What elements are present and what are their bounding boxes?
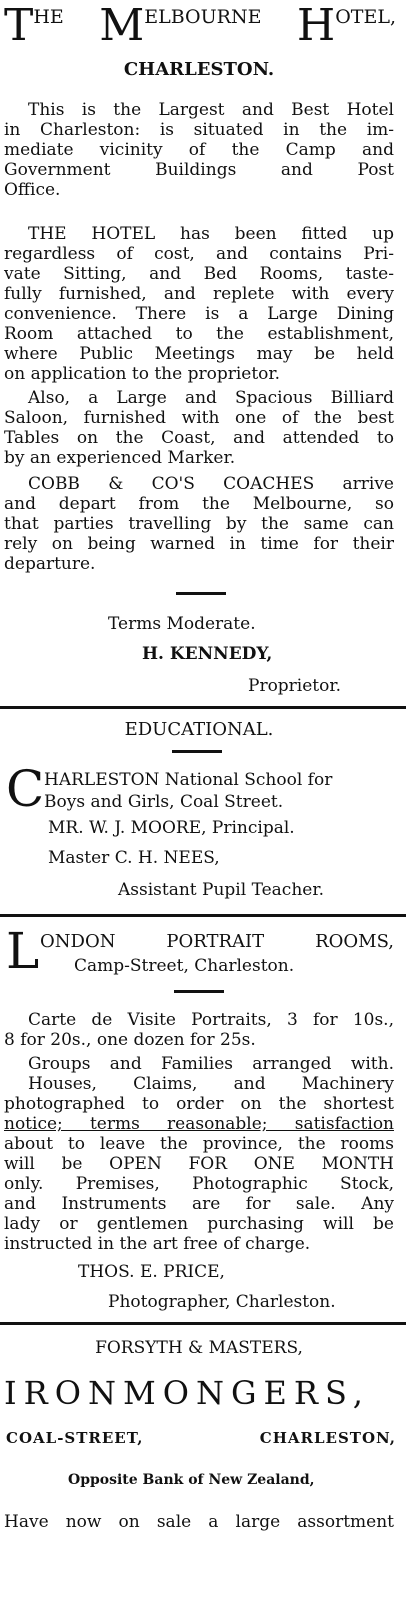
ad-separator	[0, 914, 406, 917]
ironmonger-street: COAL-STREET,	[6, 1429, 144, 1447]
portrait-drop-cap: L	[6, 922, 40, 980]
short-divider	[172, 750, 222, 753]
short-divider	[174, 990, 224, 993]
school-principal: MR. W. J. MOORE, Principal.	[48, 818, 295, 838]
portrait-address: Camp-Street, Charleston.	[74, 956, 295, 976]
school-teacher-name: Master C. H. NEES,	[48, 848, 220, 868]
ironmonger-town: CHARLESTON,	[259, 1429, 396, 1447]
portrait-photographer-title: Photographer, Charleston.	[108, 1292, 336, 1312]
school-name: HARLESTON National School for	[44, 770, 333, 790]
short-divider	[176, 592, 226, 595]
masthead-word-the: THE	[4, 0, 64, 51]
school-drop-cap: C	[6, 760, 45, 818]
hotel-masthead	[4, 0, 396, 51]
hotel-proprietor-title: Proprietor.	[248, 676, 342, 696]
ad-separator	[0, 1322, 406, 1325]
school-teacher-role: Assistant Pupil Teacher.	[118, 880, 324, 900]
ad-separator	[0, 706, 406, 709]
ironmonger-trade: IRONMONGERS,	[4, 1374, 370, 1412]
hotel-terms: Terms Moderate.	[108, 614, 256, 634]
ironmonger-firm: FORSYTH & MASTERS,	[95, 1338, 303, 1358]
educational-heading: EDUCATIONAL.	[124, 719, 274, 740]
school-address: Boys and Girls, Coal Street.	[44, 792, 284, 812]
hotel-subtitle: CHARLESTON.	[123, 59, 275, 80]
newspaper-column: THE MELBOURNE HOTEL, CHARLESTON. This is the Largest and Best Hotel in Charleston: is situated in the im- mediate vicinity of the Camp and Government Buildings and Post Office. THE HOTEL has been fitted up regardless of cost, and contains Pri- vate Sitting, and Bed Rooms, taste- fully furnished, and replete with every convenience. There is a Large Dining Room attached to the establishment, where Public Meetings may be held on application to the proprietor. Also, a Large and Spacious Billiard Saloon, furnished with one of the best Tables on the Coast, and attended to by an experienced Marker. COBB & CO'S COACHES arrive and depart from the Melbourne, so that parties travelling by the same can rely on being warned in time for their departure. Terms Moderate. H. KENNEDY, Proprietor. EDUCATIONAL. C HARLESTON National School for Boys and Girls, Coal Street. MR. W. J. MOORE, Principal. Master C. H. NEES, Assistant Pupil Teacher. L ONDON PORTRAIT ROOMS, Camp-Street, Charleston. Carte de Visite Portraits, 3 for 10s., 8 for 20s., one dozen for 25s. Groups and Families arranged with. Houses, Claims, and Machinery photographed to order on the shortest notice; terms reasonable; satisfaction about to leave the province, the rooms will be OPEN FOR ONE MONTH only. Premises, Photographic Stock, and Instruments are for sale. Any lady or gentlemen purchasing will be instructed in the art free of charge. THOS. E. PRICE, Photographer, Charleston. FORSYTH & MASTERS, IRONMONGERS, COAL-STREET, CHARLESTON, Opposite Bank of New Zealand, Have now on sale a large assortment	[0, 0, 406, 1617]
hotel-proprietor-name: H. KENNEDY,	[142, 644, 273, 664]
ironmonger-location: Opposite Bank of New Zealand,	[68, 1472, 315, 1488]
portrait-heading: ONDON PORTRAIT ROOMS,	[40, 931, 394, 952]
ironmonger-last-line: Have now on sale a large assortment	[4, 1512, 394, 1532]
portrait-photographer-name: THOS. E. PRICE,	[78, 1262, 225, 1282]
masthead-word-hotel: HOTEL,	[296, 0, 396, 51]
masthead-word-melbourne: MELBOURNE	[99, 0, 262, 51]
